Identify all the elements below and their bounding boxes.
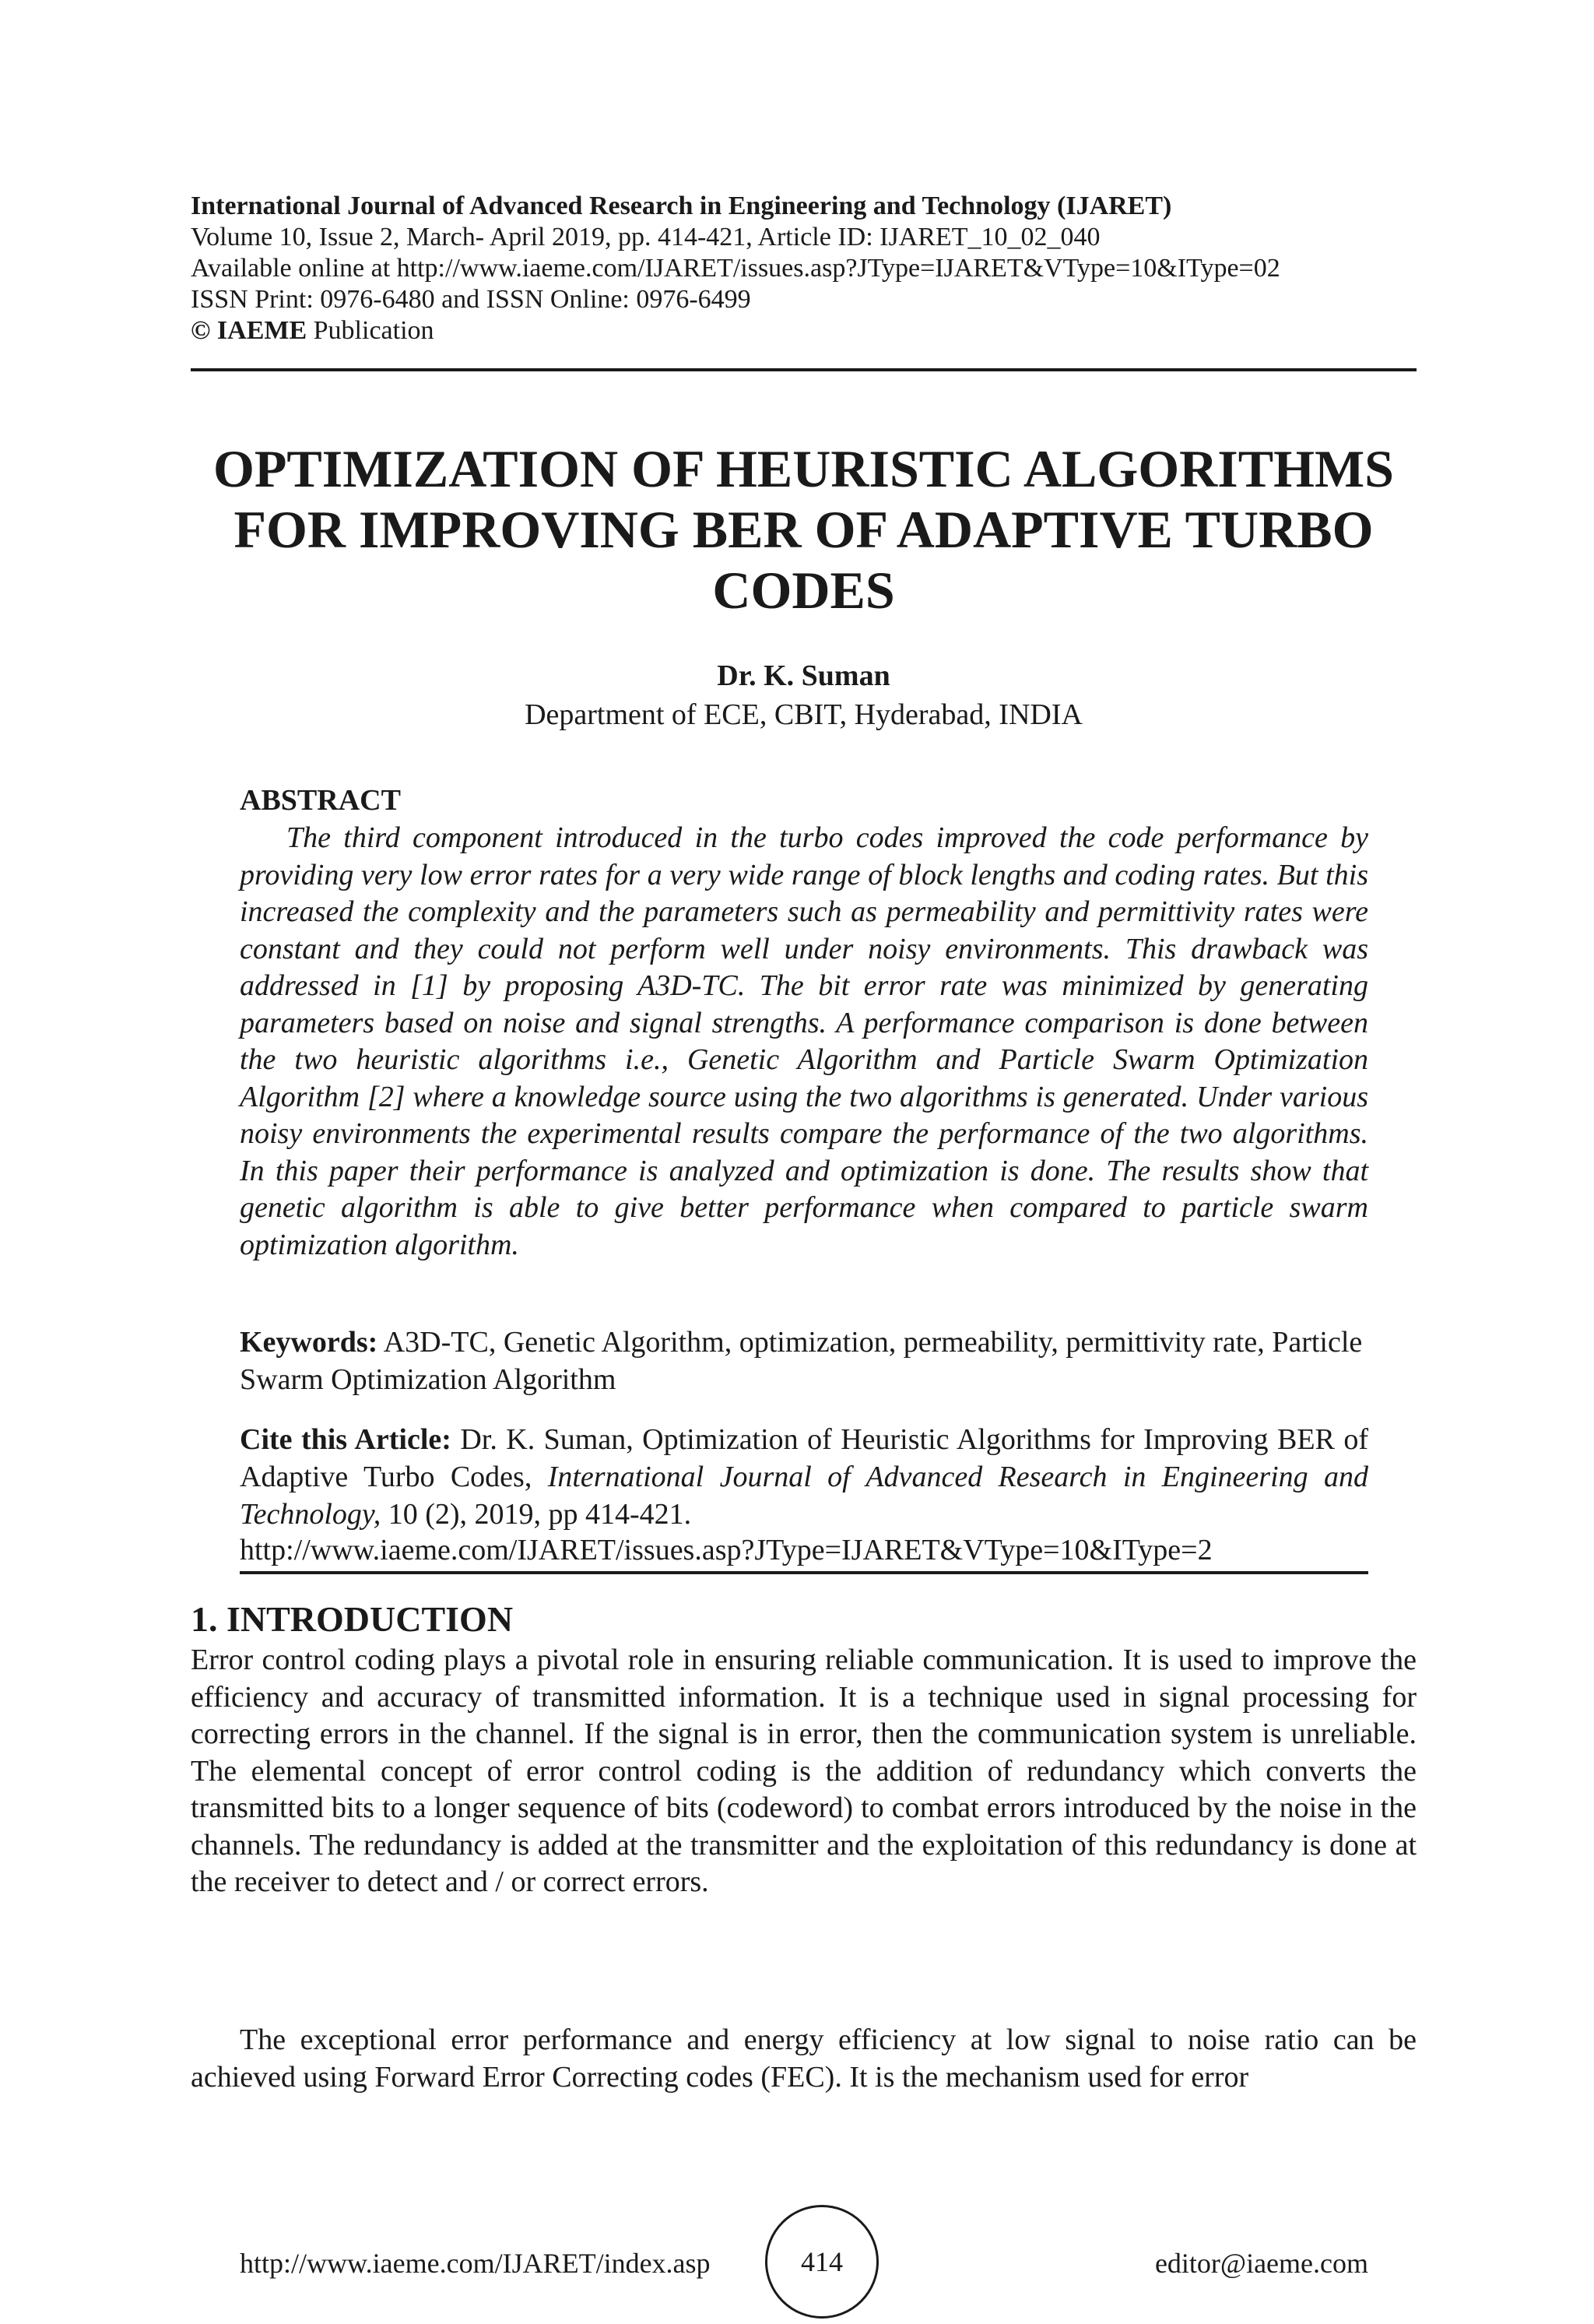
citation-divider <box>240 1571 1368 1574</box>
page-number: 414 <box>801 2246 843 2277</box>
available-online-url: Available online at http://www.iaeme.com/IJARET/issues.asp?JType=IJARET&VType=10&IType=02 <box>191 254 1280 283</box>
footer-url[interactable]: http://www.iaeme.com/IJARET/index.asp <box>240 2248 711 2279</box>
author-affiliation: Department of ECE, CBIT, Hyderabad, INDIA <box>525 698 1083 731</box>
publisher-name: IAEME <box>216 316 307 345</box>
section-heading-introduction: 1. INTRODUCTION <box>191 1599 514 1639</box>
citation-journal: International Journal of Advanced Research in Engineering and Technology, <box>240 1461 1368 1531</box>
page-footer <box>191 2199 1417 2324</box>
intro-paragraph-1: Error control coding plays a pivotal role in ensuring reliable communication. It is used to improve the efficiency and accuracy of transmitted information. It is a technique used in signal processing for correcting errors in the channel. If the signal is in error, then the communication system is unreliable. The elemental concept of error control coding is the addition of redundancy which converts the transmitted bits to a longer sequence of bits (codeword) to combat errors introduced by the noise in the channels. The redundancy is added at the transmitter and the exploitation of this redundancy is done at the receiver to detect and / or correct errors. <box>191 1644 1417 1898</box>
copyright-symbol: © <box>191 316 211 345</box>
paper-title <box>191 438 1417 621</box>
keywords-block <box>240 1324 1368 1398</box>
intro-paragraph-2: The exceptional error performance and energy efficiency at low signal to noise ratio can be achieved using Forward Error Correcting codes (FEC). It is the mechanism used for error <box>191 2023 1417 2094</box>
journal-name: International Journal of Advanced Research in Engineering and Technology (IJARET) <box>191 192 1172 220</box>
journal-header <box>191 191 1417 346</box>
header-divider <box>191 368 1417 371</box>
citation-url[interactable]: http://www.iaeme.com/IJARET/issues.asp?JType=IJARET&VType=10&IType=2 <box>240 1534 1213 1566</box>
abstract-text: The third component introduced in the turbo codes improved the code performance by providing very low error rates for a very wide range of block lengths and coding rates. But this increased the complexity and the parameters such as permeability and permittivity rates were constant and they could not perform well under noisy environments. This drawback was addressed in [1] by proposing A3D-TC. The bit error rate was minimized by generating parameters based on noise and signal strengths. A performance comparison is done between the two heuristic algorithms i.e., Genetic Algorithm and Particle Swarm Optimization Algorithm [2] where a knowledge source using the two algorithms is generated. Under various noisy environments the experimental results compare the performance of the two algorithms. In this paper their performance is analyzed and optimization is done. The results show that genetic algorithm is able to give better performance when compared to particle swarm optimization algorithm. <box>240 821 1368 1261</box>
publisher-suffix: Publication <box>307 316 434 345</box>
title-line: FOR IMPROVING BER OF ADAPTIVE TURBO <box>233 500 1374 559</box>
volume-info: Volume 10, Issue 2, March- April 2019, pp. 414-421, Article ID: IJARET_10_02_040 <box>191 223 1101 251</box>
title-line: OPTIMIZATION OF HEURISTIC ALGORITHMS <box>212 439 1395 498</box>
issn-info: ISSN Print: 0976-6480 and ISSN Online: 0976-6499 <box>191 285 751 314</box>
title-line: CODES <box>712 561 895 620</box>
citation-label: Cite this Article: <box>240 1423 451 1456</box>
publisher-line <box>191 315 1417 346</box>
footer-email[interactable]: editor@iaeme.com <box>1154 2248 1368 2279</box>
citation-lead: Dr. K. Suman, Optimization of Heuristic Algorithms for Improving BER of Adaptive Turbo Codes, <box>240 1423 1368 1493</box>
page-number-badge <box>765 2205 879 2319</box>
keywords-text: A3D-TC, Genetic Algorithm, optimization, permeability, permittivity rate, Particle Swarm Optimization Algorithm <box>240 1326 1363 1396</box>
abstract-heading: ABSTRACT <box>240 784 401 817</box>
author-name: Dr. K. Suman <box>717 659 890 692</box>
keywords-label: Keywords: <box>240 1326 378 1359</box>
paper-page <box>191 191 1417 2279</box>
citation-block <box>240 1421 1368 1533</box>
citation-tail: 10 (2), 2019, pp 414-421. <box>381 1498 692 1531</box>
